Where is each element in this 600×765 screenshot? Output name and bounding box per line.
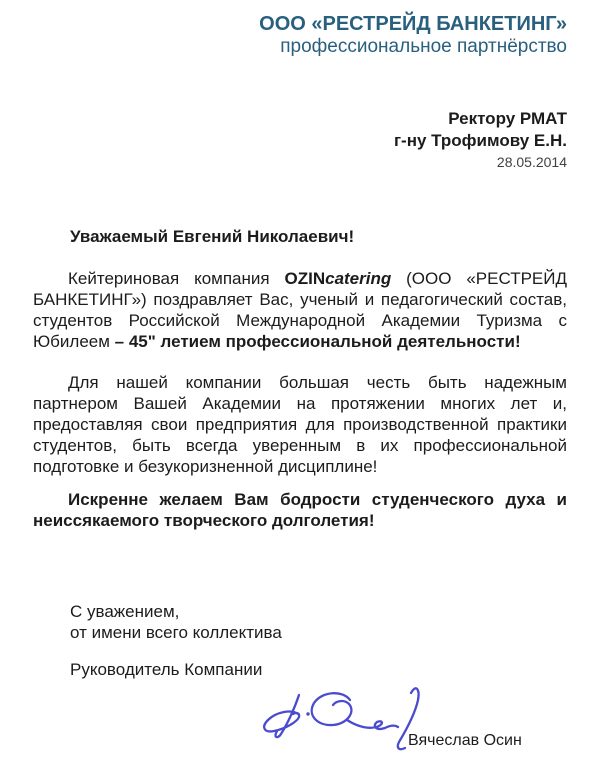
company-name: ООО «РЕСТРЕЙД БАНКЕТИНГ» — [259, 13, 567, 35]
paragraph-partnership: Для нашей компании большая честь быть надежным партнером Вашей Академии на протяжении многих лет и, предоставляя свои предприятия для производственной практики студентов, быть всегда уверенным в их профессиональной подготовке и безукоризненной дисциплине! — [33, 373, 567, 476]
recipient-title: Ректору РМАТ — [448, 109, 567, 128]
p1-segment-3: (ООО «РЕСТРЕЙД БАНКЕТИНГ») поздравляет Вас, ученый и педагогический состав, студентов Российской Международной Академии Туризма с Юбилеем — [33, 269, 567, 351]
p1-anniversary-bold: – 45" летием профессиональной деятельности! — [114, 332, 521, 351]
p1-brand-name: OZIN — [284, 269, 326, 288]
letterhead — [33, 13, 567, 58]
signer-name: Вячеслав Осин — [408, 732, 522, 749]
p1-brand-name-italic: catering — [325, 269, 392, 288]
recipient-block — [33, 108, 567, 170]
recipient-name: г-ну Трофимову Е.Н. — [393, 131, 567, 150]
p1-segment-0: Кейтериновая компания — [68, 269, 285, 288]
company-tagline: профессиональное партнёрство — [280, 36, 567, 57]
paragraph-greeting — [33, 268, 567, 352]
closing-regards: С уважением, — [70, 602, 180, 621]
letter-date: 28.05.2014 — [496, 154, 567, 170]
closing-block — [70, 601, 567, 680]
signature-phi-loop — [264, 712, 299, 732]
signer-role: Руководитель Компании — [70, 660, 263, 679]
signature-ink-icon — [248, 680, 448, 765]
closing-on-behalf: от имени всего коллектива — [70, 623, 282, 642]
signature-o-loop — [312, 693, 352, 725]
salutation: Уважаемый Евгений Николаевич! — [70, 227, 355, 246]
paragraph-wishes: Искренне желаем Вам бодрости студенческого духа и неиссякаемого творческого долголетия! — [33, 490, 567, 530]
signature-tail — [347, 720, 398, 729]
signature-area — [33, 680, 567, 765]
signature-dot — [306, 712, 309, 715]
